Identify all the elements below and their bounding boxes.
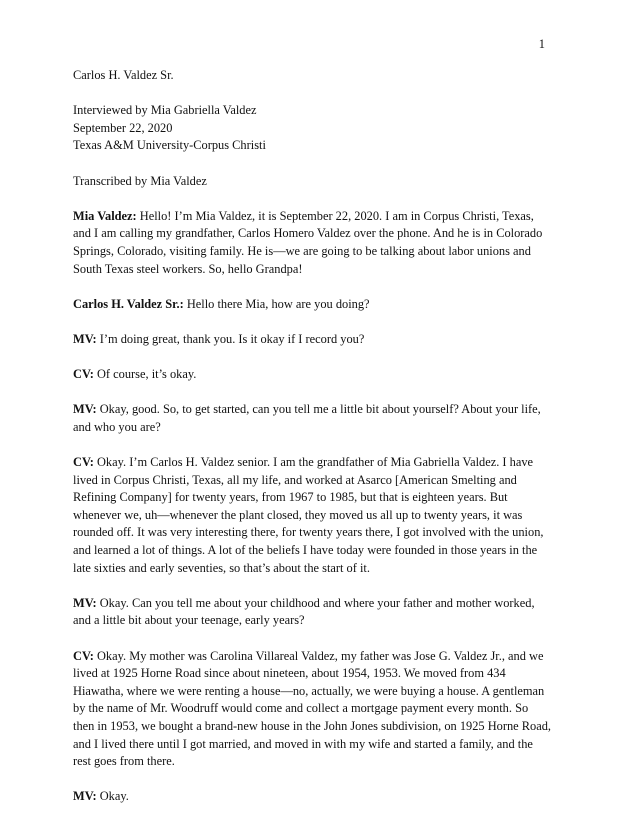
utterance-text: Of course, it’s okay. [93,367,197,382]
speaker-label: MV: [73,402,97,417]
speaker-label: MV: [73,595,97,610]
transcript-paragraph [73,366,551,384]
speaker-label: CV: [73,455,94,470]
interview-date: September 22, 2020 [73,120,173,135]
utterance-text: Hello there Mia, how are you doing? [183,296,370,311]
transcript-paragraph [73,401,551,436]
interviewee-name: Carlos H. Valdez Sr. [73,68,174,82]
utterance-text: Okay. Can you tell me about your childhood and where your father and mother worked, and a little bit about your teenage, early years? [73,595,535,628]
speaker-label: Mia Valdez: [73,208,137,223]
utterance-text: Okay. [96,789,129,804]
utterance-text: Okay. I’m Carlos H. Valdez senior. I am the grandfather of Mia Gabriella Valdez. I have lived in Corpus Christi, Texas, all my life, and worked at Asarco [American Smelting and Refining Company] for twenty years, from 1967 to 1985, but that is eighteen years. But whenever we, uh—whenever the plant closed, they moved us all up to twenty years, it was rounded off. It was very interesting there, for twenty years there, I got involved with the union, and learned a lot of things. A lot of the beliefs I have today were founded in those years in the late sixties and early seventies, so that’s about the start of it. [73,455,544,575]
transcript-paragraph [73,648,551,771]
transcript-paragraph [73,788,551,806]
speaker-label: CV: [73,367,94,382]
speaker-label: CV: [73,648,94,663]
transcript-paragraph [73,296,551,314]
transcript-paragraph [73,454,551,577]
transcript-paragraph [73,208,551,278]
speaker-label: MV: [73,789,97,804]
transcriber-block [73,173,551,191]
interviewer-line: Interviewed by Mia Gabriella Valdez [73,103,257,118]
speaker-label: MV: [73,331,97,346]
institution-line: Texas A&M University-Corpus Christi [73,138,266,153]
transcriber-line: Transcribed by Mia Valdez [73,173,207,188]
transcript-paragraph [73,331,551,349]
utterance-text: Okay, good. So, to get started, can you tell me a little bit about yourself? About your life, and who you are? [73,402,541,434]
transcript-paragraph [73,595,551,630]
page-number: 1 [538,37,545,51]
interviewee-block [73,67,551,85]
interview-info-block [73,102,551,155]
utterance-text: Hello! I’m Mia Valdez, it is September 22, 2020. I am in Corpus Christi, Texas, and I am calling my grandfather, Carlos Homero Valdez over the phone. And he is in Colorado Springs, Colorado, visiting family. He is—we are going to be talking about labor unions and South Texas steel workers. So, hello Grandpa! [73,208,543,276]
speaker-label: Carlos H. Valdez Sr.: [73,296,184,311]
document-body [73,67,551,824]
utterance-text: I’m doing great, thank you. Is it okay if I record you? [96,331,365,346]
utterance-text: Okay. My mother was Carolina Villareal Valdez, my father was Jose G. Valdez Jr., and we lived at 1925 Horne Road since about nineteen, about 1954, 1953. We moved from 434 Hiawatha, where we were renting a house—no, actually, we were buying a house. A gentleman by the name of Mr. Woodruff would come and collect a mortgage payment every month. So then in 1953, we bought a brand-new house in the John Jones subdivision, on 1925 Horne Road, and I lived there until I got married, and moved in with my wife and started a family, and the rest goes from there. [73,648,552,769]
